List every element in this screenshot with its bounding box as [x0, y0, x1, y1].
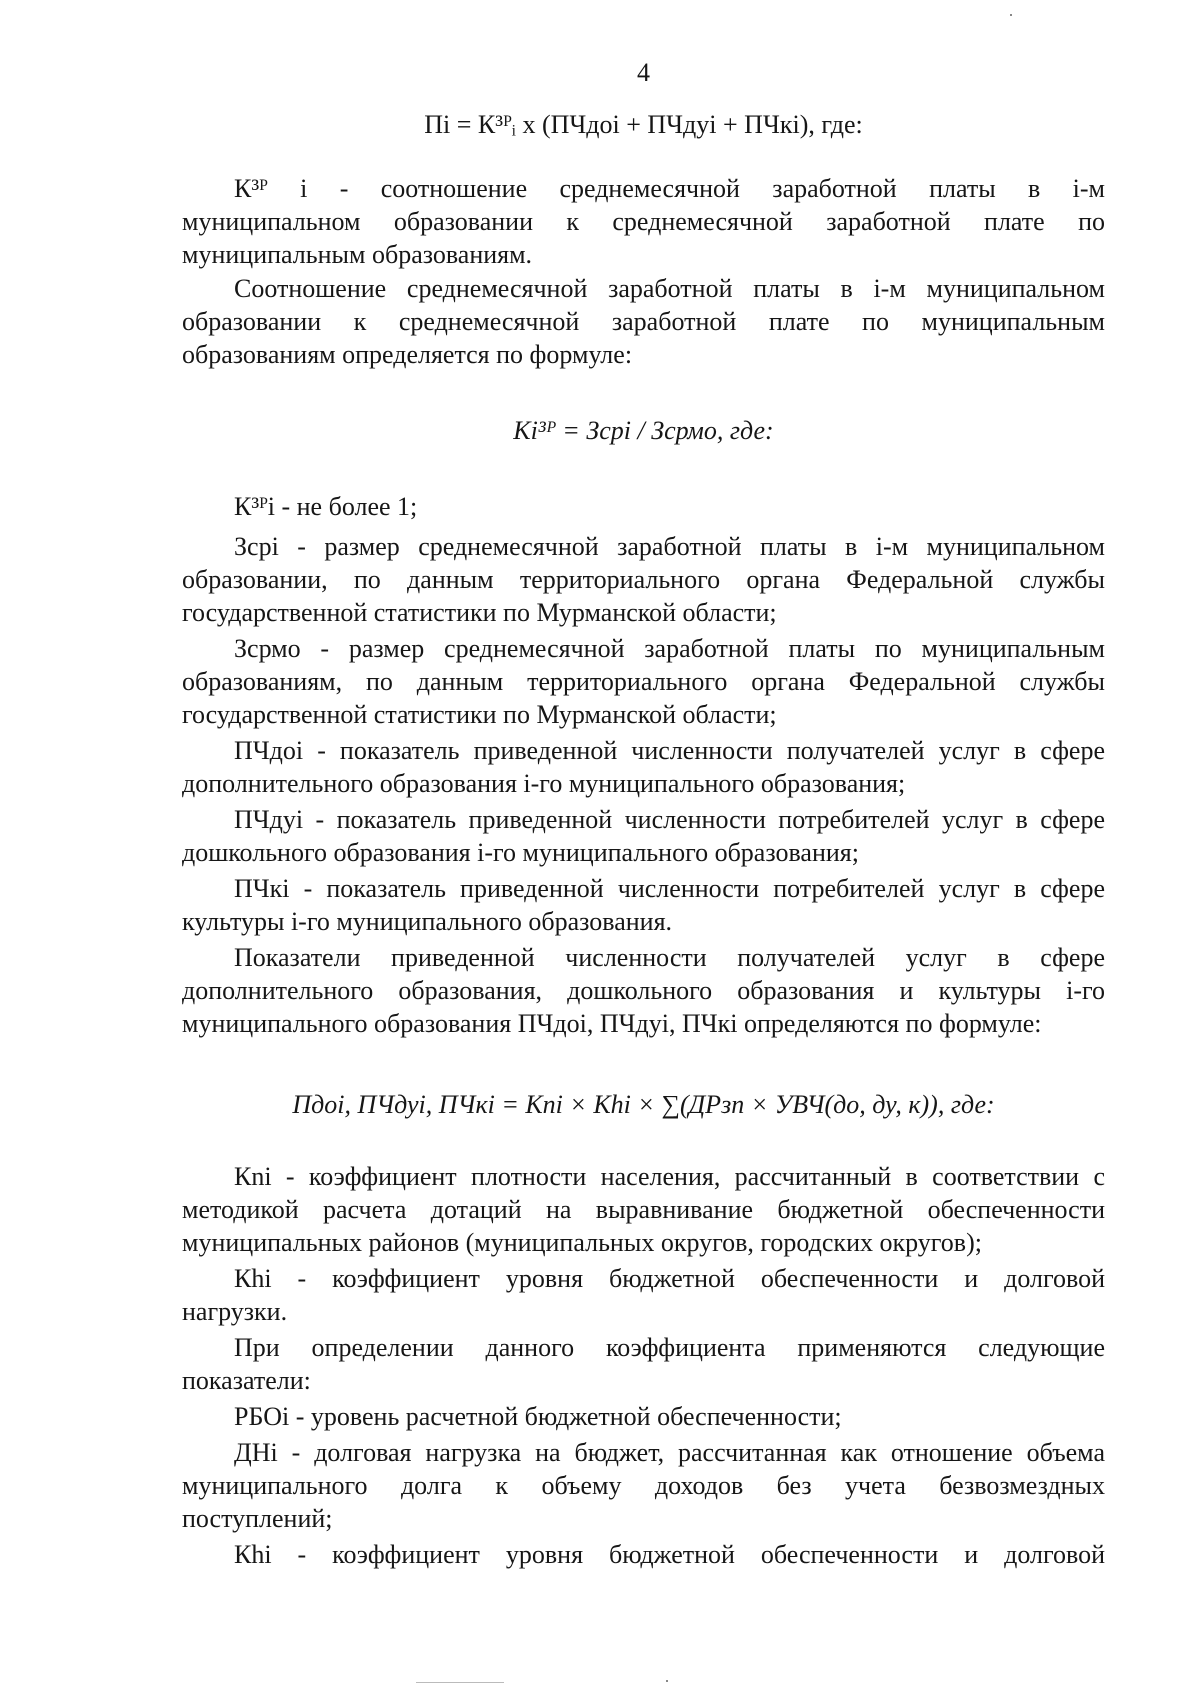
- scan-speck: [1010, 14, 1012, 16]
- kni-definition-line-1: Кni - коэффициент плотности населения, рассчитанный в соответствии с: [234, 1162, 1105, 1191]
- ratio-paragraph-line-3: образованиям определяется по формуле:: [182, 340, 633, 369]
- zsri-definition-line-1: Зсрi - размер среднемесячной заработной платы в i-м муниципальном: [234, 532, 1105, 561]
- indicators-paragraph-line-1: Показатели приведенной численности получателей услуг в сфере: [234, 943, 1105, 972]
- khi-repeat-line-1: Кhi - коэффициент уровня бюджетной обеспеченности и долговой: [234, 1540, 1105, 1569]
- kni-definition-line-3: муниципальных районов (муниципальных округов, городских округов);: [182, 1228, 982, 1257]
- dn-definition-line-1: ДНi - долговая нагрузка на бюджет, рассчитанная как отношение объема: [234, 1438, 1105, 1467]
- zsri-definition-line-3: государственной статистики по Мурманской области;: [182, 598, 777, 627]
- scan-speck: [666, 1680, 668, 1682]
- ratio-paragraph-line-2: образовании к среднемесячной заработной плате по муниципальным: [182, 307, 1105, 336]
- khi-definition-line-2: нагрузки.: [182, 1297, 288, 1326]
- apply-paragraph-line-1: При определении данного коэффициента применяются следующие: [234, 1333, 1105, 1362]
- zsrmo-definition-line-2: образованиям, по данным территориального органа Федеральной службы: [182, 667, 1105, 696]
- indicators-paragraph-line-2: дополнительного образования, дошкольного образования и культуры i-го: [182, 976, 1105, 1005]
- pchki-definition-line-2: культуры i-го муниципального образования.: [182, 907, 673, 936]
- scan-speck: [416, 1682, 504, 1683]
- zsrmo-definition-line-3: государственной статистики по Мурманской области;: [182, 700, 777, 729]
- indicators-paragraph-line-3: муниципального образования ПЧдоi, ПЧдуi, ПЧкi определяются по формуле:: [182, 1009, 1042, 1038]
- rbo-definition: РБОi - уровень расчетной бюджетной обеспеченности;: [234, 1402, 842, 1431]
- pchdoi-definition-line-1: ПЧдоi - показатель приведенной численности получателей услуг в сфере: [234, 736, 1105, 765]
- formula-kzp: Ki³ᴾ = Зсрi / Зсрмо, где:: [513, 416, 774, 445]
- dn-definition-line-2: муниципального долга к объему доходов без учета безвозмездных: [182, 1471, 1105, 1500]
- definition-kzp-line-2: муниципальном образовании к среднемесячной заработной плате по: [182, 207, 1105, 236]
- zsrmo-definition-line-1: Зсрмо - размер среднемесячной заработной платы по муниципальным: [234, 634, 1105, 663]
- definition-kzp-line-3: муниципальным образованиям.: [182, 240, 533, 269]
- zsri-definition-line-2: образовании, по данным территориального органа Федеральной службы: [182, 565, 1105, 594]
- formula-pi: Пi = К³ᴾᵢ x (ПЧдоi + ПЧдуi + ПЧкi), где:: [424, 110, 863, 139]
- pchdui-definition-line-1: ПЧдуi - показатель приведенной численности потребителей услуг в сфере: [234, 805, 1105, 834]
- khi-definition-line-1: Кhi - коэффициент уровня бюджетной обеспеченности и долговой: [234, 1264, 1105, 1293]
- pchki-definition-line-1: ПЧкi - показатель приведенной численности потребителей услуг в сфере: [234, 874, 1105, 903]
- pchdoi-definition-line-2: дополнительного образования i-го муниципального образования;: [182, 769, 906, 798]
- formula-pch: Пдоi, ПЧдуi, ПЧкi = Кпi × Кhi × ∑(ДРзп × УВЧ(до, ду, к)), где:: [292, 1090, 995, 1119]
- definition-kzp-line-1: К³ᴾ i - соотношение среднемесячной заработной платы в i-м: [234, 174, 1105, 203]
- page-number: 4: [637, 58, 650, 87]
- apply-paragraph-line-2: показатели:: [182, 1366, 311, 1395]
- kni-definition-line-2: методикой расчета дотаций на выравнивание бюджетной обеспеченности: [182, 1195, 1105, 1224]
- pchdui-definition-line-2: дошкольного образования i-го муниципального образования;: [182, 838, 859, 867]
- ratio-paragraph-line-1: Соотношение среднемесячной заработной платы в i-м муниципальном: [234, 274, 1105, 303]
- kzp-limit: К³ᴾi - не более 1;: [234, 492, 418, 521]
- dn-definition-line-3: поступлений;: [182, 1504, 333, 1533]
